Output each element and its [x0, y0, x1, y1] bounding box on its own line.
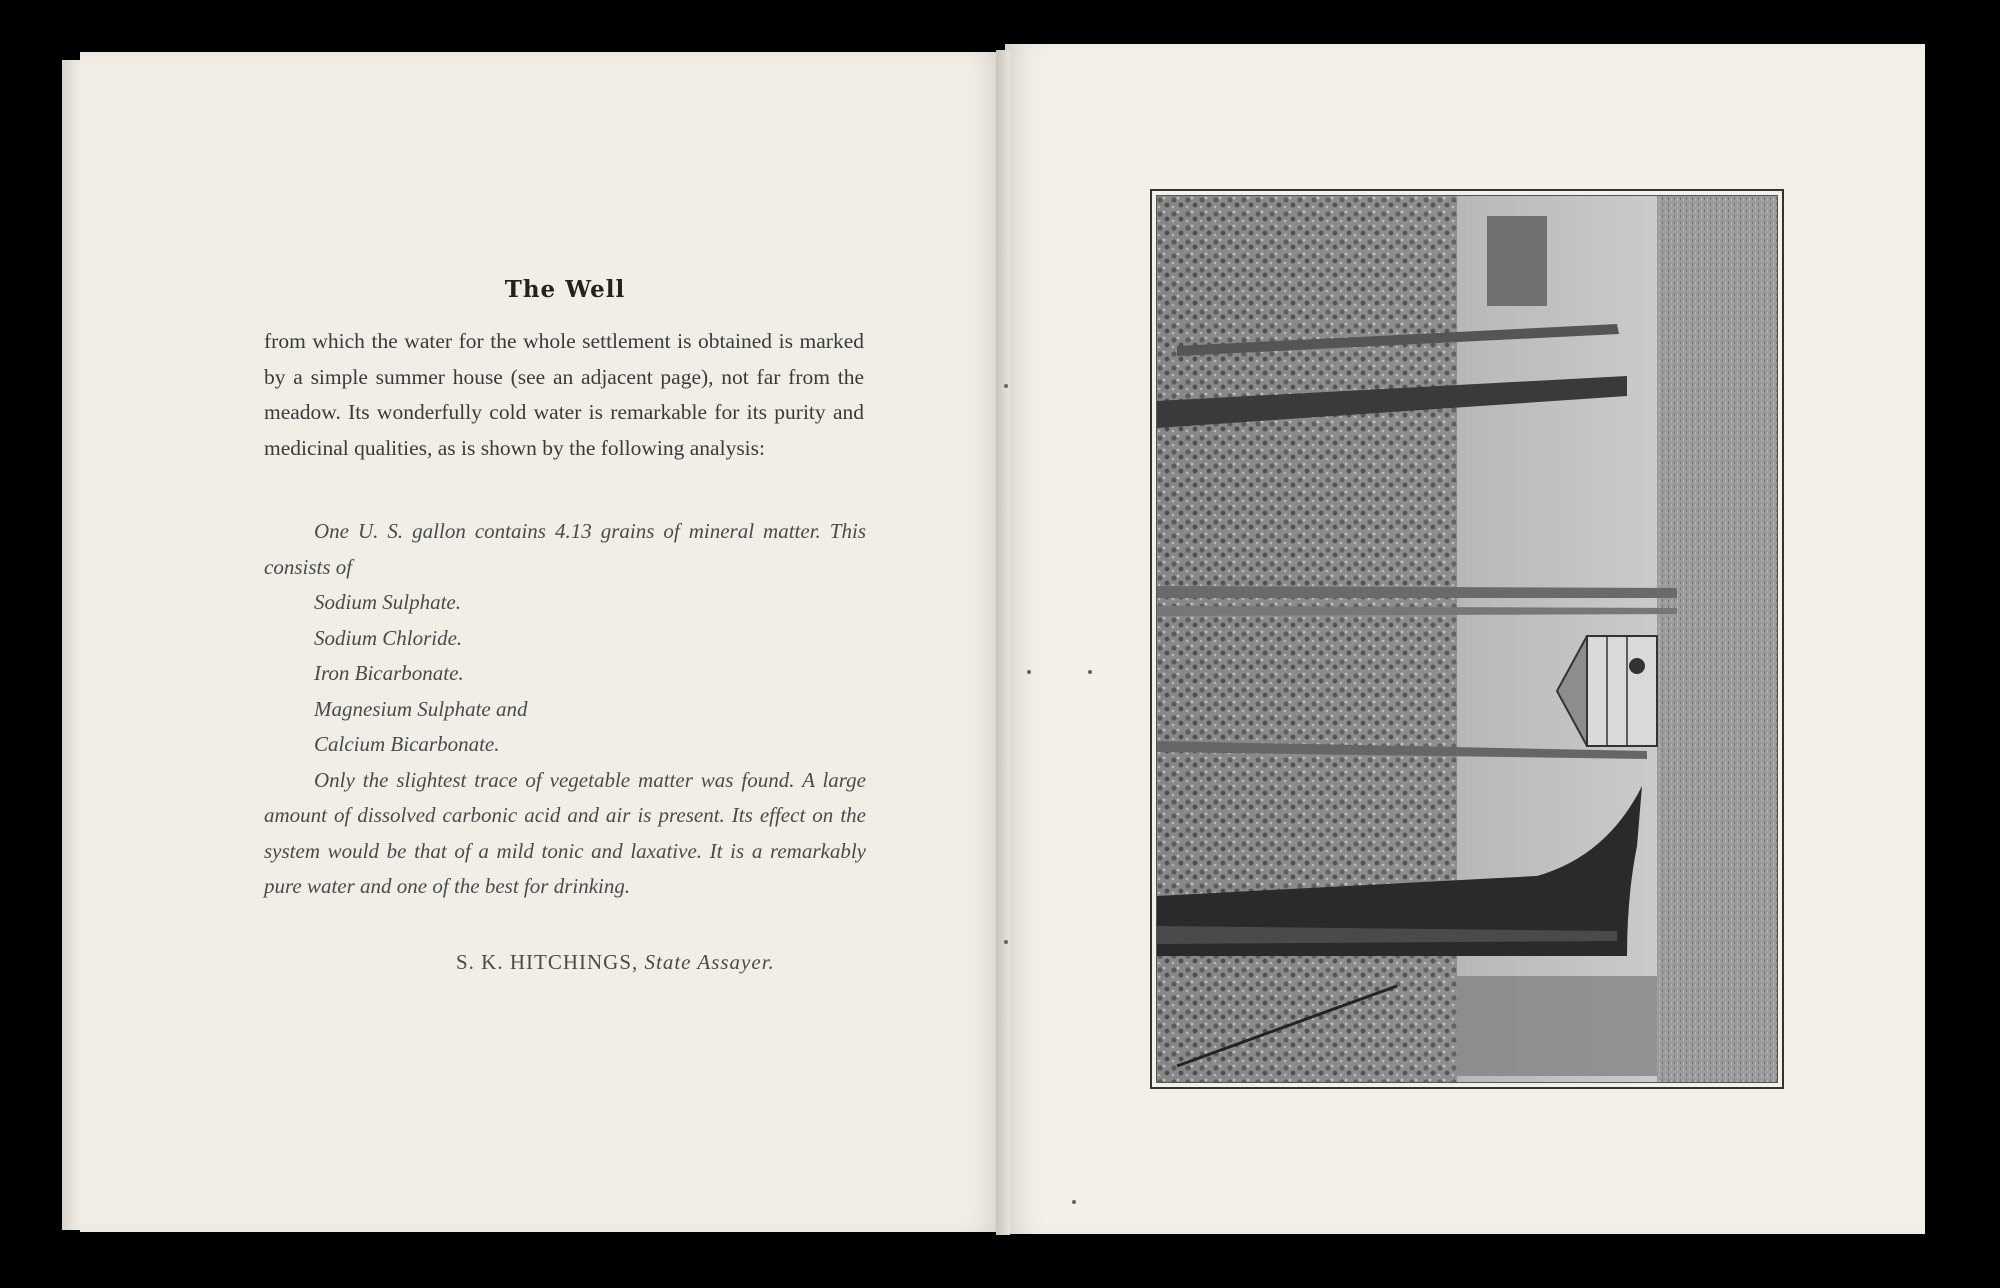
- paper-speck: [1004, 384, 1008, 388]
- mineral-item: Magnesium Sulphate and: [314, 696, 528, 721]
- signature-name: S. K. HITCHINGS,: [456, 950, 639, 974]
- paper-speck: [1088, 670, 1092, 674]
- page-heading: The Well: [504, 276, 626, 303]
- photograph-frame: [1150, 189, 1784, 1089]
- analysis-intro: One U. S. gallon contains 4.13 grains of mineral matter. This consists of: [264, 519, 866, 579]
- mineral-item: Sodium Chloride.: [314, 625, 463, 650]
- signature: [456, 950, 856, 975]
- analysis-conclusion: Only the slightest trace of vegetable matter was found. A large amount of dissolved carbonic acid and air is present. Its effect on the system would be that of a mild tonic and laxative. It is a remarkably pure water and one of the best for drinking.: [264, 767, 866, 898]
- paper-speck: [1072, 1200, 1076, 1204]
- book-gutter: [996, 50, 1010, 1235]
- analysis-block: [264, 514, 866, 905]
- signature-title: State Assayer.: [644, 950, 775, 974]
- paper-speck: [1027, 670, 1031, 674]
- intro-paragraph: from which the water for the whole settlement is obtained is marked by a simple summer house (see an adjacent page), not far from the meadow. Its wonderfully cold water is remarkable for its purity and medicinal qualities, as is shown by the following analysis:: [264, 329, 864, 460]
- mineral-item: Sodium Sulphate.: [314, 590, 461, 614]
- paper-speck: [1004, 940, 1008, 944]
- mineral-item: Iron Bicarbonate.: [314, 661, 464, 685]
- photograph-trees: [1156, 195, 1778, 1083]
- mineral-item: Calcium Bicarbonate.: [314, 732, 500, 756]
